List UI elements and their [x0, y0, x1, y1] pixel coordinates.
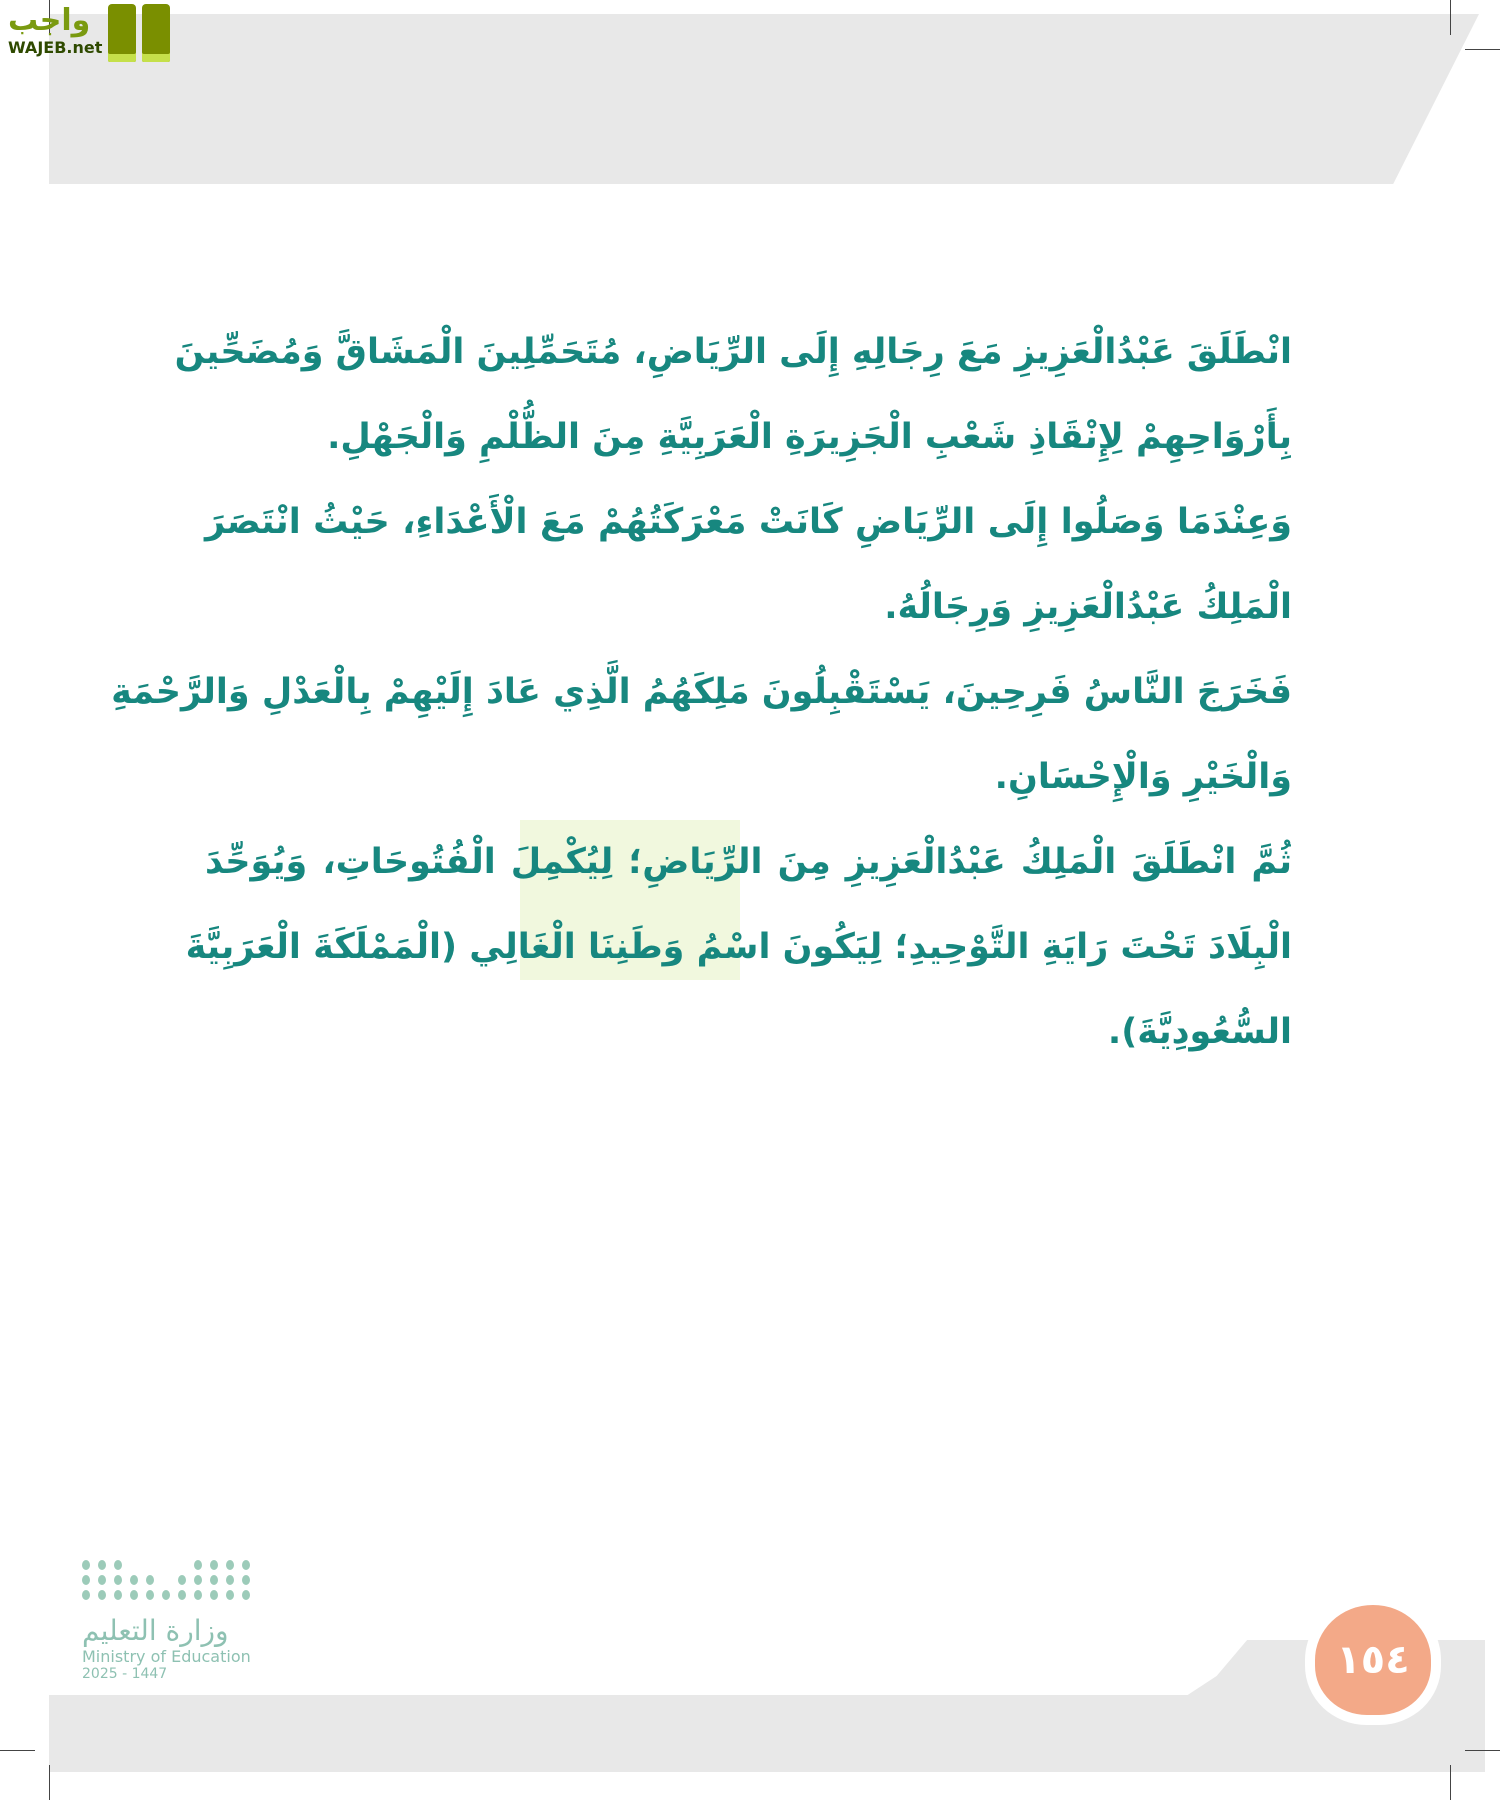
- dot: [98, 1560, 106, 1570]
- dot: [98, 1590, 106, 1600]
- dot: [82, 1560, 90, 1570]
- dot: [210, 1590, 218, 1600]
- wajeb-logo: [8, 4, 170, 62]
- paragraph-4: [185, 820, 1292, 1075]
- dot: [162, 1590, 170, 1600]
- dot: [226, 1575, 234, 1585]
- crop-mark: [1450, 1765, 1451, 1800]
- dot: [226, 1560, 234, 1570]
- logo-arabic: واجب: [8, 3, 91, 38]
- dot: [210, 1560, 218, 1570]
- paragraph-2: [205, 480, 1292, 650]
- text-line: الْمَلِكُ عَبْدُالْعَزِيزِ وَرِجَالُهُ.: [884, 587, 1292, 627]
- dot: [178, 1575, 186, 1585]
- crop-mark: [0, 1750, 35, 1751]
- text-line: انْطَلَقَ عَبْدُالْعَزِيزِ مَعَ رِجَالِهِ إِلَى الرِّيَاضِ، مُتَحَمِّلِينَ الْمَشَاقَّ وَمُضَحِّينَ: [174, 332, 1292, 372]
- dot: [146, 1575, 154, 1585]
- dot: [130, 1590, 138, 1600]
- dot: [194, 1575, 202, 1585]
- book-icon: [108, 4, 136, 62]
- crop-mark: [1465, 49, 1500, 50]
- text-line: ثُمَّ انْطَلَقَ الْمَلِكُ عَبْدُالْعَزِيزِ مِنَ الرِّيَاضِ؛ لِيُكْمِلَ الْفُتُوحَاتِ، وَيُوَحِّدَ: [205, 842, 1292, 882]
- dot: [210, 1575, 218, 1585]
- dot: [178, 1590, 186, 1600]
- text-line: وَالْخَيْرِ وَالْإِحْسَانِ.: [994, 757, 1292, 797]
- dot: [242, 1590, 250, 1600]
- ministry-dots-icon: [82, 1560, 262, 1600]
- crop-mark: [1465, 1750, 1500, 1751]
- logo-english: WAJEB.net: [8, 38, 103, 57]
- text-line: السُّعُودِيَّةَ).: [1107, 1012, 1292, 1052]
- text-line: وَعِنْدَمَا وَصَلُوا إِلَى الرِّيَاضِ كَانَتْ مَعْرَكَتُهُمْ مَعَ الْأَعْدَاءِ، حَيْثُ انْتَصَرَ: [205, 502, 1292, 542]
- dot: [82, 1590, 90, 1600]
- dot: [82, 1575, 90, 1585]
- dot: [226, 1590, 234, 1600]
- ministry-logo: [82, 1560, 262, 1682]
- dot: [114, 1575, 122, 1585]
- text-line: بِأَرْوَاحِهِمْ لِإِنْقَاذِ شَعْبِ الْجَزِيرَةِ الْعَرَبِيَّةِ مِنَ الظُّلْمِ وَالْجَهْلِ.: [327, 417, 1292, 457]
- dot: [114, 1590, 122, 1600]
- page-number-badge: [1305, 1595, 1441, 1725]
- edition-year: 2025 - 1447: [82, 1666, 168, 1682]
- footer-band: [49, 1695, 1485, 1772]
- ministry-arabic: وزارة التعليم: [82, 1614, 229, 1647]
- book-icon: [142, 4, 170, 62]
- crop-mark: [1450, 0, 1451, 35]
- dot: [98, 1575, 106, 1585]
- paragraph-1: [174, 310, 1292, 480]
- dot: [130, 1575, 138, 1585]
- dot: [146, 1590, 154, 1600]
- header-band: [49, 14, 1479, 184]
- dot: [194, 1560, 202, 1570]
- story-text: [111, 310, 1292, 1075]
- text-line: فَخَرَجَ النَّاسُ فَرِحِينَ، يَسْتَقْبِلُونَ مَلِكَهُمُ الَّذِي عَادَ إِلَيْهِمْ بِالْعَدْلِ وَالرَّحْمَةِ: [111, 672, 1292, 712]
- ministry-english: Ministry of Education: [82, 1647, 251, 1666]
- dot: [114, 1560, 122, 1570]
- dot: [242, 1560, 250, 1570]
- paragraph-3: [111, 650, 1292, 820]
- dot: [194, 1590, 202, 1600]
- text-line: الْبِلَادَ تَحْتَ رَايَةِ التَّوْحِيدِ؛ لِيَكُونَ اسْمُ وَطَنِنَا الْغَالِي (الْمَمْلَكَةَ الْعَرَبِيَّةَ: [185, 927, 1292, 967]
- crop-mark: [49, 1765, 50, 1800]
- dot: [242, 1575, 250, 1585]
- page-number: ١٥٤: [1336, 1637, 1410, 1683]
